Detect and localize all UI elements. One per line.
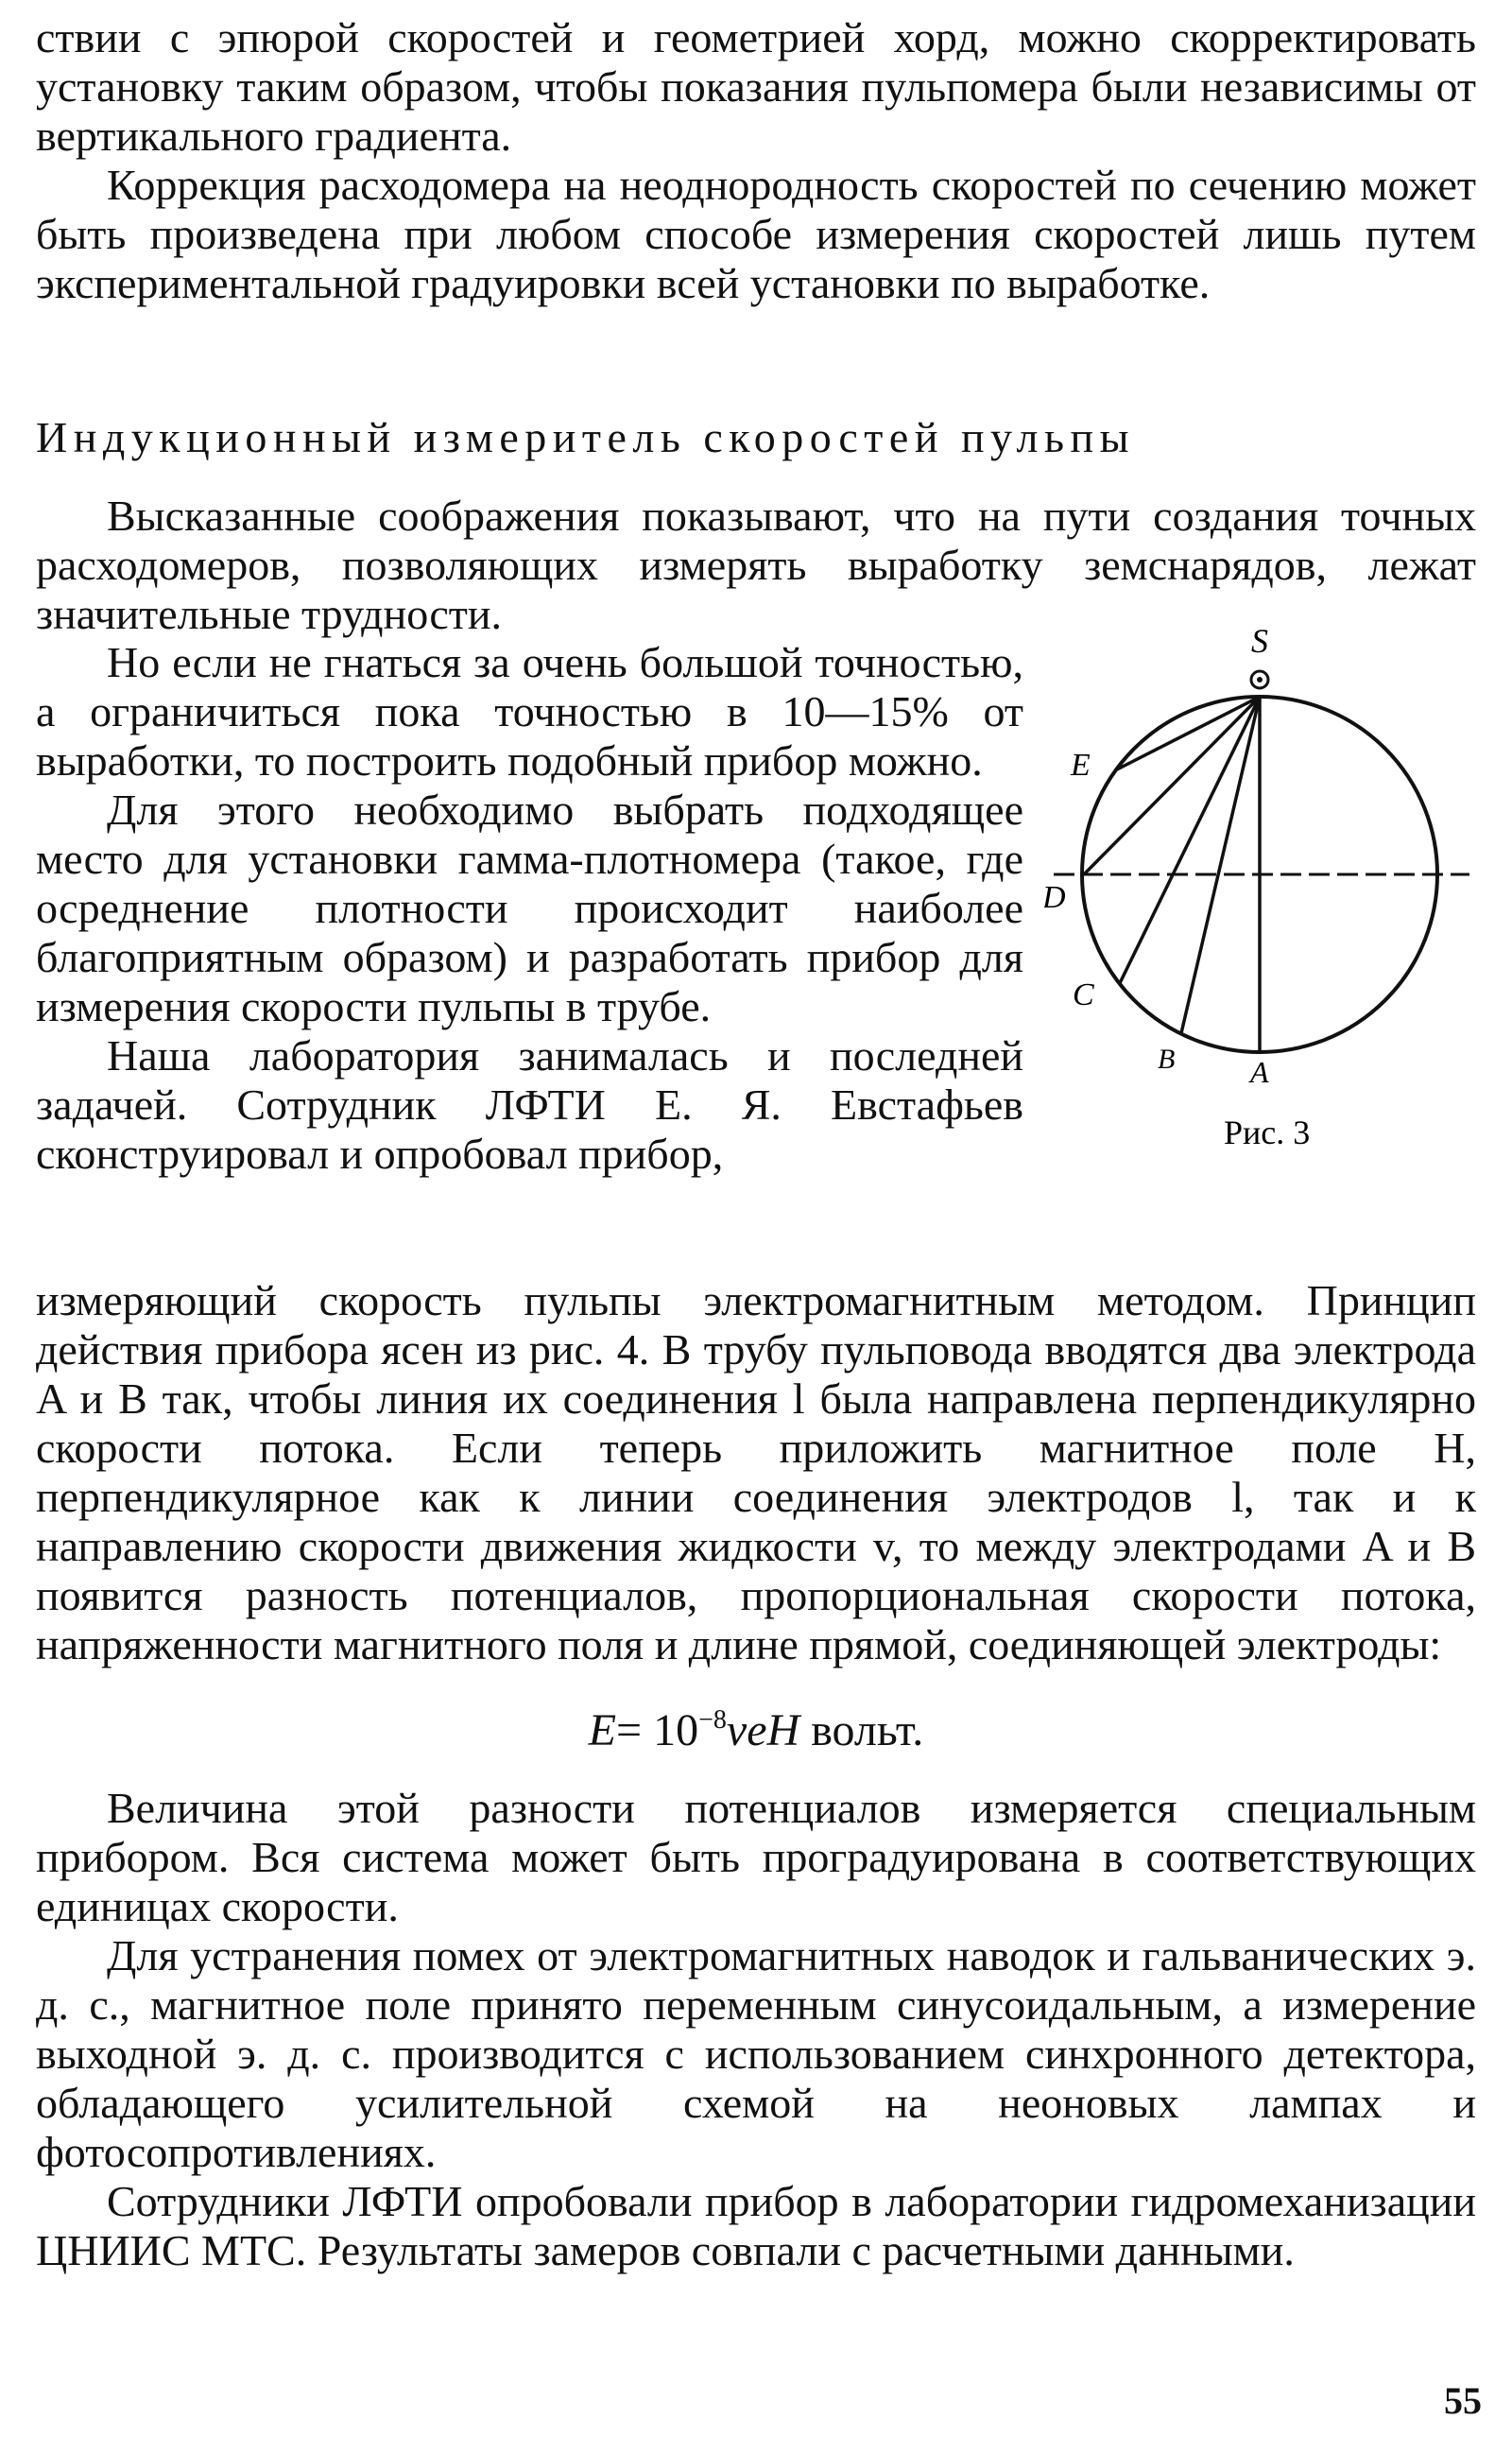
formula-rhs: veH (726, 1705, 800, 1755)
formula-exponent: −8 (698, 1705, 727, 1735)
figure-caption: Рис. 3 (1224, 1114, 1311, 1149)
continued-text-block (36, 1276, 1476, 2275)
formula (36, 1692, 1476, 1759)
formula-lhs: E (588, 1705, 617, 1755)
point-s-dot (1257, 677, 1263, 683)
label-b: B (1158, 1044, 1176, 1075)
chord-SE (1115, 697, 1260, 770)
paragraph: Коррекция расходомера на неоднородность скоростей по сечению может быть произведена при любом способе измерения скоростей лишь путем экспериментальной градуировки всей установки по выработке. (36, 161, 1476, 307)
paragraph: Величина этой разности потенциалов измеряется специальным прибором. Вся система может быть проградуирована в соответствующих единицах скорости. (36, 1784, 1476, 1930)
paragraph: ствии с эпюрой скоростей и геометрией хорд, можно скорректировать установку таким образом, чтобы показания пульпомера были независимы от вертикального градиента. (36, 13, 1476, 160)
section-heading: Индукционный измеритель скоростей пульпы (36, 413, 1135, 461)
paragraph: Сотрудники ЛФТИ опробовали прибор в лаборатории гидромеханизации ЦНИИС МТС. Результаты замеров совпали с расчетными данными. (36, 2177, 1476, 2274)
paragraph: Наша лаборатория занималась и последней задачей. Сотрудник ЛФТИ Е. Я. Евстафьев сконструировал и опробовал прибор, (36, 1031, 1023, 1178)
page-number: 55 (1444, 2379, 1482, 2422)
label-c: C (1073, 977, 1094, 1012)
paragraph: Для этого необходимо выбрать подходящее место для установки гамма-плотномера (такое, где осреднение плотности происходит наиболее благоприятным образом) и разработать прибор для измерения скорости пульпы в трубе. (36, 786, 1023, 1030)
label-s: S (1251, 622, 1268, 660)
paragraph: Но если не гнаться за очень большой точностью, а ограничиться пока точностью в 10—15% от выработки, то построить подобный прибор можно. (36, 638, 1023, 785)
label-a: A (1250, 1055, 1269, 1089)
label-e: E (1071, 748, 1091, 783)
top-text-block (36, 13, 1476, 308)
wrapped-text-block (36, 638, 1023, 1179)
chord-SB (1181, 697, 1260, 1033)
intro-block (36, 492, 1476, 639)
formula-unit: вольт. (811, 1705, 924, 1755)
formula-equals: = 10 (616, 1705, 699, 1755)
paragraph: Высказанные соображения показывают, что на пути создания точных расходомеров, позволяющих измерять выработку земснарядов, лежат значительные трудности. (36, 492, 1476, 638)
label-d: D (1044, 880, 1066, 915)
chord-SC (1120, 697, 1260, 983)
chord-SD (1084, 697, 1260, 874)
circle-chord-diagram (1044, 619, 1479, 1149)
paragraph: Для устранения помех от электромагнитных наводок и гальванических э. д. с., магнитное поле принято переменным синусоидальным, а измерение выходной э. д. с. производится с использованием синхронного детектора, обладающего усилительной схемой на неоновых лампах и фотосопротивлениях. (36, 1931, 1476, 2176)
paragraph: измеряющий скорость пульпы электромагнитным методом. Принцип действия прибора ясен из рис. 4. В трубу пульповода вводятся два электрода A и B так, чтобы линия их соединения l была направлена перпендикулярно скорости потока. Если теперь приложить магнитное поле H, перпендикулярное как к линии соединения электродов l, так и к направлению скорости движения жидкости v, то между электродами A и B появится разность потенциалов, пропорциональная скорости потока, напряженности магнитного поля и длине прямой, соединяющей электроды: (36, 1276, 1476, 1668)
figure-3 (1044, 619, 1479, 1149)
